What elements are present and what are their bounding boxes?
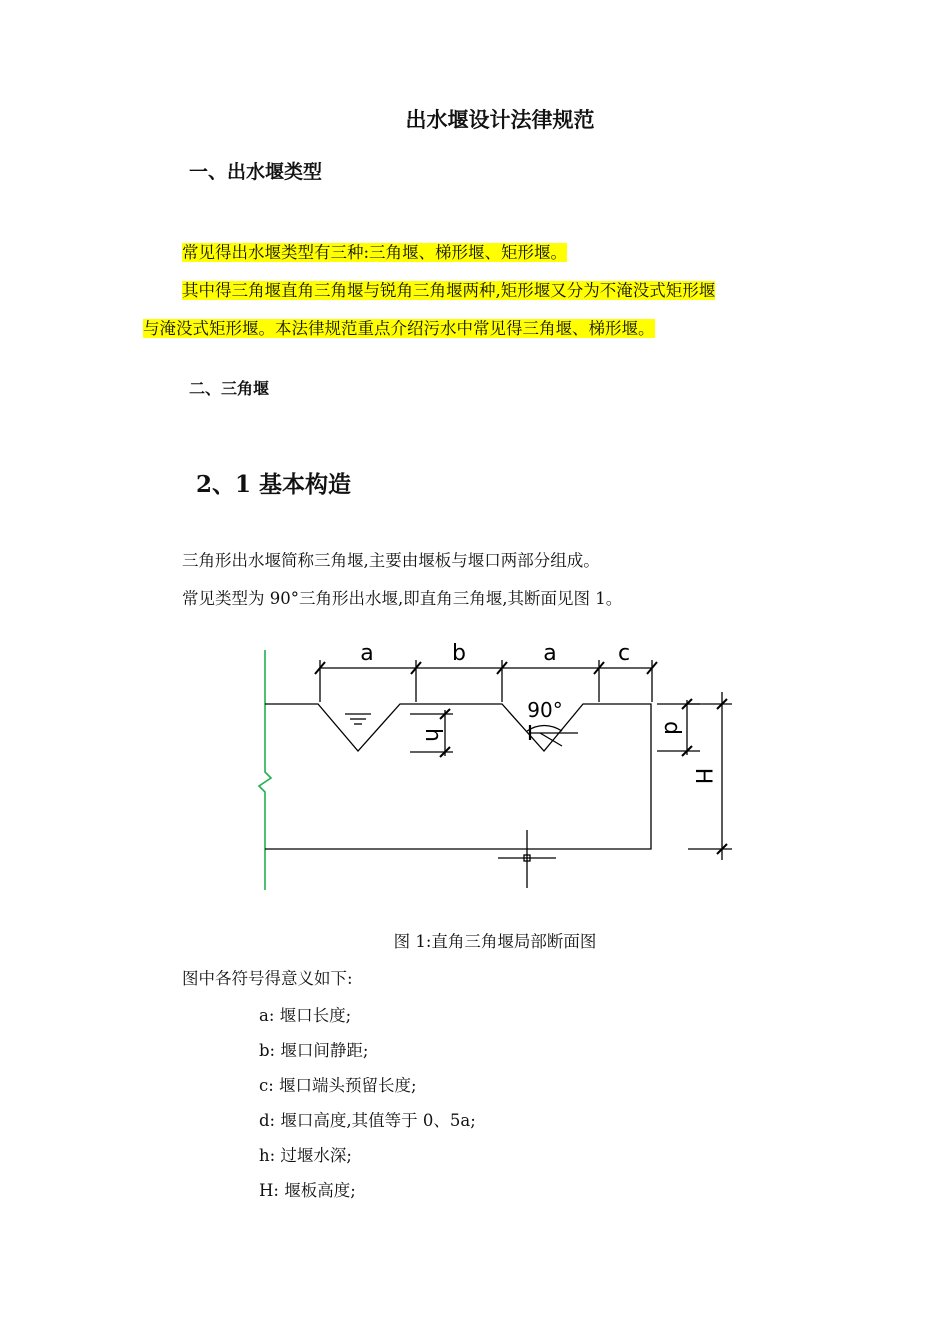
- definition-h: h: 过堰水深;: [259, 1146, 352, 1165]
- subsection-heading-basic-structure: 2、1 基本构造: [196, 471, 352, 498]
- paragraph-weir-subtypes-line2: [143, 315, 655, 339]
- label-a-second: a: [543, 641, 557, 666]
- definition-a: a: 堰口长度;: [259, 1006, 352, 1025]
- paragraph-weir-subtypes-line1: [182, 277, 715, 301]
- figure-caption: 图 1:直角三角堰局部断面图: [393, 932, 597, 951]
- highlighted-text: 其中得三角堰直角三角堰与锐角三角堰两种,矩形堰又分为不淹没式矩形堰: [182, 281, 716, 300]
- section-heading-weir-types: 一、出水堰类型: [189, 161, 323, 183]
- definition-c: c: 堰口端头预留长度;: [259, 1076, 417, 1095]
- label-angle: 90°: [527, 698, 563, 722]
- legend-intro: 图中各符号得意义如下:: [182, 969, 353, 988]
- weir-section-figure: [240, 630, 760, 900]
- definition-b: b: 堰口间静距;: [259, 1041, 369, 1060]
- wall-line: [259, 650, 271, 890]
- definition-H: H: 堰板高度;: [259, 1181, 356, 1200]
- label-d: d: [659, 721, 684, 735]
- highlighted-text: 常见得出水堰类型有三种:三角堰、梯形堰、矩形堰。: [182, 243, 568, 262]
- label-H: H: [690, 767, 715, 785]
- weir-plate-outline: [265, 704, 651, 849]
- highlighted-text: 与淹没式矩形堰。本法律规范重点介绍污水中常见得三角堰、梯形堰。: [143, 319, 655, 338]
- dimension-labels: [360, 641, 715, 784]
- section-heading-triangular-weir: 二、三角堰: [189, 379, 270, 398]
- paragraph-weir-types: [182, 239, 567, 263]
- label-h: h: [420, 728, 445, 742]
- label-c: c: [617, 641, 631, 666]
- definition-d: d: 堰口高度,其值等于 0、5a;: [259, 1111, 476, 1130]
- document-title: 出水堰设计法律规范: [405, 107, 595, 132]
- label-b: b: [452, 641, 466, 666]
- paragraph-structure: 三角形出水堰简称三角堰,主要由堰板与堰口两部分组成。: [182, 551, 600, 570]
- label-a: a: [360, 641, 374, 666]
- paragraph-right-angle-type: 常见类型为 90°三角形出水堰,即直角三角堰,其断面见图 1。: [182, 589, 623, 608]
